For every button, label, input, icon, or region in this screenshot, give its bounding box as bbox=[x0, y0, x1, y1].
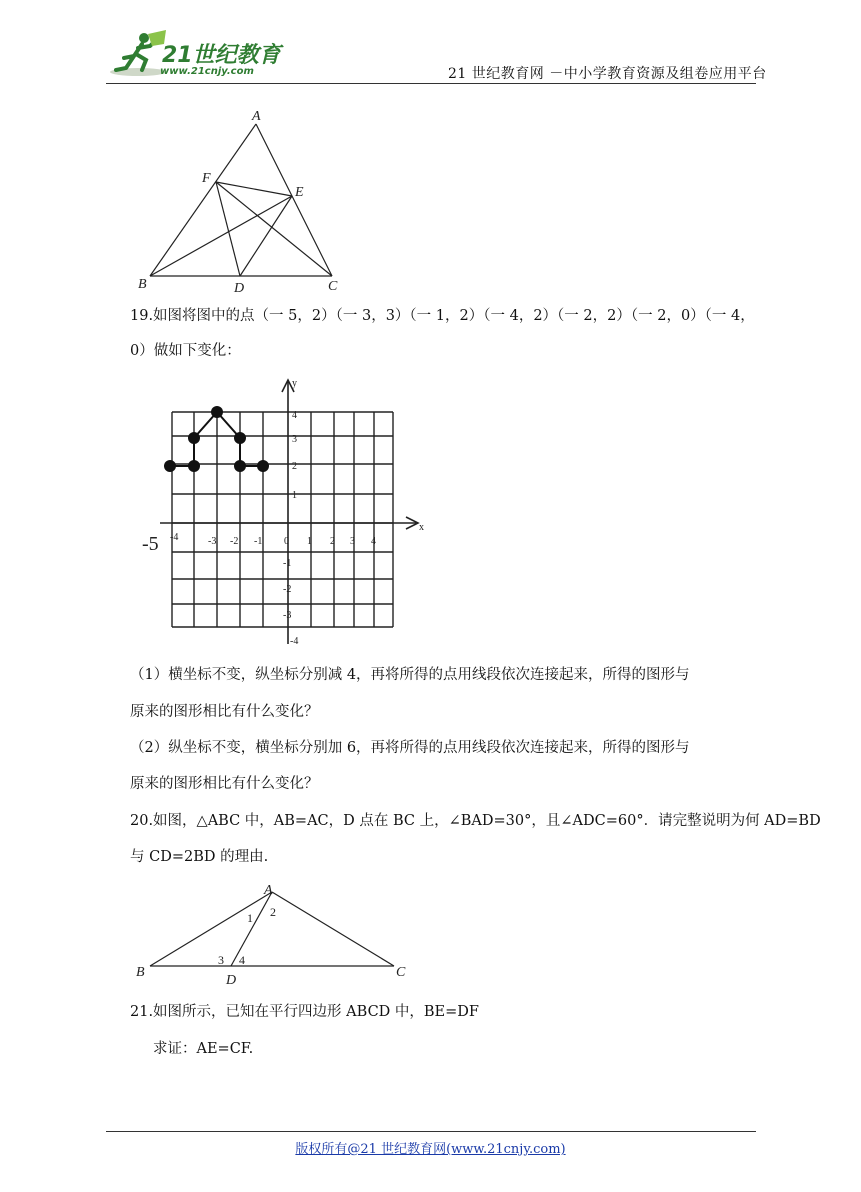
q19-part1-line2: 原来的图形相比有什么变化？ bbox=[130, 704, 319, 720]
y-tick-neg4: -4 bbox=[290, 636, 299, 647]
label-C: C bbox=[328, 279, 338, 294]
big-minus-five-label: -5 bbox=[142, 533, 159, 555]
y-tick-1: 1 bbox=[292, 490, 297, 501]
angle-4-label: 4 bbox=[239, 953, 245, 967]
x-tick-neg1: -1 bbox=[254, 536, 263, 547]
label-D: D bbox=[226, 973, 237, 988]
coordinate-grid-figure bbox=[140, 372, 430, 652]
x-tick-2: 2 bbox=[330, 536, 335, 547]
x-tick-3: 3 bbox=[350, 536, 355, 547]
y-tick-3: 3 bbox=[292, 434, 297, 445]
x-tick-neg3: -3 bbox=[208, 536, 217, 547]
label-A: A bbox=[252, 109, 261, 124]
logo-url: www.21cnjy.com bbox=[160, 66, 254, 77]
logo-text: 21世纪教育 bbox=[162, 43, 281, 68]
x-tick-4: 4 bbox=[371, 536, 376, 547]
y-tick-neg1: -1 bbox=[283, 558, 292, 569]
q20-triangle-figure bbox=[130, 880, 420, 990]
q21-line1: 21.如图所示，已知在平行四边形 ABCD 中，BE=DF bbox=[130, 1004, 479, 1020]
x-tick-neg2: -2 bbox=[230, 536, 239, 547]
x-tick-0: 0 bbox=[284, 536, 289, 547]
label-C: C bbox=[396, 965, 406, 980]
angle-2-label: 2 bbox=[270, 905, 276, 919]
y-tick-neg3: -3 bbox=[283, 610, 292, 621]
y-tick-neg2: -2 bbox=[283, 584, 292, 595]
axis-x-label: x bbox=[419, 522, 424, 533]
q21-line2: 求证：AE=CF. bbox=[153, 1041, 254, 1057]
header-divider bbox=[106, 83, 756, 84]
footer-divider bbox=[106, 1131, 756, 1132]
q19-part2-line2: 原来的图形相比有什么变化？ bbox=[130, 776, 319, 792]
y-tick-2: 2 bbox=[292, 461, 297, 472]
label-B: B bbox=[136, 965, 145, 980]
triangle-figure bbox=[130, 104, 350, 294]
label-A: A bbox=[264, 883, 273, 898]
axis-y-label: y bbox=[292, 378, 297, 389]
label-F: F bbox=[202, 171, 211, 186]
label-B: B bbox=[138, 277, 147, 292]
runner-logo-icon bbox=[108, 30, 168, 80]
q19-line1: 19.如图将图中的点（一 5，2）（一 3，3）（一 1，2）（一 4，2）（一 2，2）（一 2，0）（一 4， bbox=[130, 308, 755, 324]
x-tick-neg4: -4 bbox=[170, 532, 179, 543]
q19-line2: 0）做如下变化： bbox=[130, 343, 241, 359]
q20-line2: 与 CD=2BD 的理由. bbox=[130, 849, 269, 865]
header-logo bbox=[108, 30, 168, 80]
q20-line1: 20.如图，△ABC 中，AB=AC，D 点在 BC 上，∠BAD=30°，且∠ADC=60°．请完整说明为何 AD=BD bbox=[130, 813, 821, 829]
angle-3-label: 3 bbox=[218, 953, 224, 967]
header-site-title: 21 世纪教育网 －中小学教育资源及组卷应用平台 bbox=[448, 66, 767, 82]
footer-copyright-link[interactable]: 版权所有@21 世纪教育网(www.21cnjy.com) bbox=[295, 1142, 566, 1157]
label-D: D bbox=[234, 281, 245, 294]
q19-part2-line1: （2）纵坐标不变，横坐标分别加 6，再将所得的点用线段依次连接起来，所得的图形与 bbox=[130, 740, 690, 756]
label-E: E bbox=[295, 185, 304, 200]
q19-part1-line1: （1）横坐标不变，纵坐标分别减 4，再将所得的点用线段依次连接起来，所得的图形与 bbox=[130, 667, 690, 683]
x-tick-1: 1 bbox=[307, 536, 312, 547]
angle-1-label: 1 bbox=[247, 911, 253, 925]
y-tick-4: 4 bbox=[292, 410, 297, 421]
